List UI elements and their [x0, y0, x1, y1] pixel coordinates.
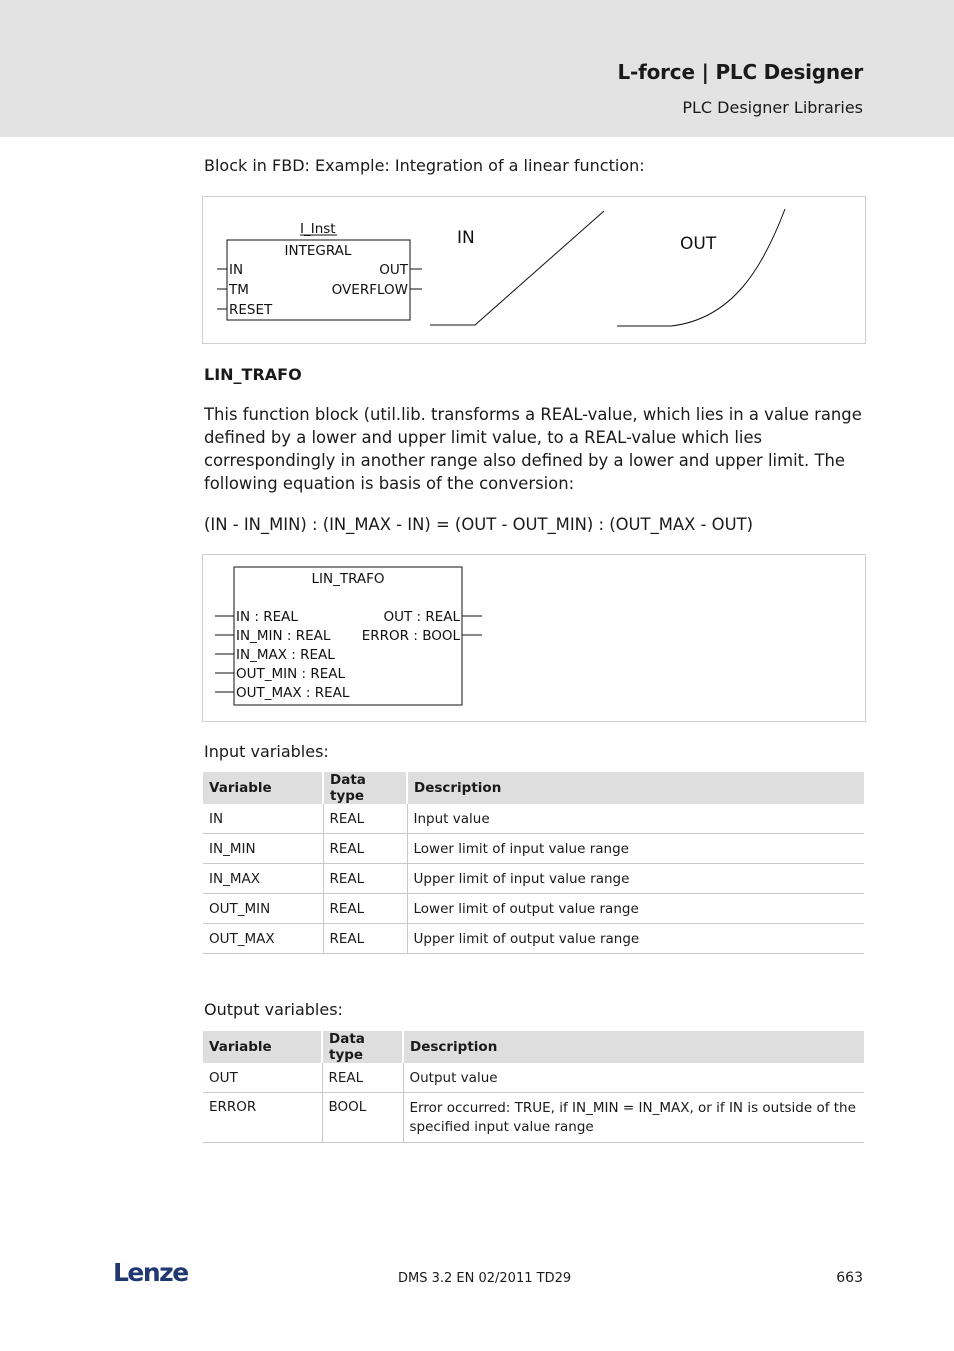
header-description: Description — [403, 1031, 864, 1063]
integral-diagram — [203, 197, 865, 343]
description-paragraph: This function block (util.lib. transforms a REAL-value, which lies in a value range defined by a lower and upper limit value, to a REAL-value which lies correspondingly in another range also defined by a lower and upper limit. The following equation is basis of the conversion: — [204, 405, 862, 493]
cell-variable: OUT_MIN — [203, 894, 323, 924]
table-row — [203, 864, 864, 894]
pin-overflow: OVERFLOW — [331, 282, 408, 298]
header-data-type: Data type — [323, 772, 407, 804]
pin-in: IN — [229, 262, 244, 278]
cell-variable: OUT_MAX — [203, 924, 323, 954]
cell-data-type: REAL — [323, 924, 407, 954]
instance-name: I_Inst — [300, 221, 336, 237]
graph-in-label: IN — [457, 228, 475, 248]
conversion-equation: (IN - IN_MIN) : (IN_MAX - IN) = (OUT - OUT_MIN) : (OUT_MAX - OUT) — [204, 515, 753, 534]
cell-variable: IN_MIN — [203, 834, 323, 864]
cell-data-type: REAL — [323, 864, 407, 894]
pin-out-min: OUT_MIN : REAL — [236, 666, 346, 682]
footer-document-id: DMS 3.2 EN 02/2011 TD29 — [398, 1271, 572, 1286]
integral-figure — [202, 196, 866, 344]
header-description: Description — [407, 772, 864, 804]
graph-out-label: OUT — [680, 234, 717, 254]
lenze-logo: Lenze — [113, 1258, 188, 1287]
table-row — [203, 1063, 864, 1093]
header-subtitle: PLC Designer Libraries — [682, 98, 863, 117]
header-variable: Variable — [203, 1031, 322, 1063]
pin-tm: TM — [229, 282, 249, 298]
cell-description: Upper limit of input value range — [407, 864, 864, 894]
pin-reset: RESET — [229, 302, 273, 318]
lin-trafo-figure — [202, 554, 866, 722]
cell-description: Lower limit of input value range — [407, 834, 864, 864]
pin-out: OUT : REAL — [383, 609, 460, 625]
header-title: L-force | PLC Designer — [617, 60, 863, 84]
input-variables-table — [203, 772, 864, 954]
pin-in: IN : REAL — [236, 609, 298, 625]
cell-variable: IN_MAX — [203, 864, 323, 894]
table-row — [203, 834, 864, 864]
section-heading: LIN_TRAFO — [204, 365, 302, 384]
cell-variable: OUT — [203, 1063, 322, 1093]
cell-data-type: REAL — [322, 1063, 403, 1093]
pin-out: OUT — [379, 262, 408, 278]
cell-description: Upper limit of output value range — [407, 924, 864, 954]
pin-error: ERROR : BOOL — [361, 628, 460, 644]
cell-description: Input value — [407, 804, 864, 834]
page-number: 663 — [836, 1270, 863, 1286]
lin-trafo-diagram — [203, 555, 865, 721]
table-header-row — [203, 772, 864, 804]
page-header — [0, 0, 954, 137]
cell-variable: IN — [203, 804, 323, 834]
input-variables-label: Input variables: — [204, 742, 329, 761]
cell-description: Output value — [403, 1063, 864, 1093]
table-row — [203, 1093, 864, 1143]
cell-description: Lower limit of output value range — [407, 894, 864, 924]
block-name: LIN_TRAFO — [311, 571, 385, 587]
cell-variable: ERROR — [203, 1093, 322, 1143]
output-variables-label: Output variables: — [204, 1000, 343, 1019]
pin-in-max: IN_MAX : REAL — [236, 647, 335, 663]
cell-data-type: REAL — [323, 834, 407, 864]
cell-data-type: REAL — [323, 804, 407, 834]
pin-out-max: OUT_MAX : REAL — [236, 685, 350, 701]
header-variable: Variable — [203, 772, 323, 804]
pin-in-min: IN_MIN : REAL — [236, 628, 331, 644]
cell-data-type: BOOL — [322, 1093, 403, 1143]
header-data-type: Data type — [322, 1031, 403, 1063]
cell-description: Error occurred: TRUE, if IN_MIN = IN_MAX, or if IN is outside of the specified input value range — [403, 1093, 864, 1143]
block-name: INTEGRAL — [284, 243, 352, 259]
table-row — [203, 894, 864, 924]
table-row — [203, 804, 864, 834]
output-variables-table — [203, 1031, 864, 1143]
intro-text: Block in FBD: Example: Integration of a linear function: — [204, 156, 645, 175]
table-row — [203, 924, 864, 954]
table-header-row — [203, 1031, 864, 1063]
cell-data-type: REAL — [323, 894, 407, 924]
graph-out-curve — [617, 209, 785, 326]
